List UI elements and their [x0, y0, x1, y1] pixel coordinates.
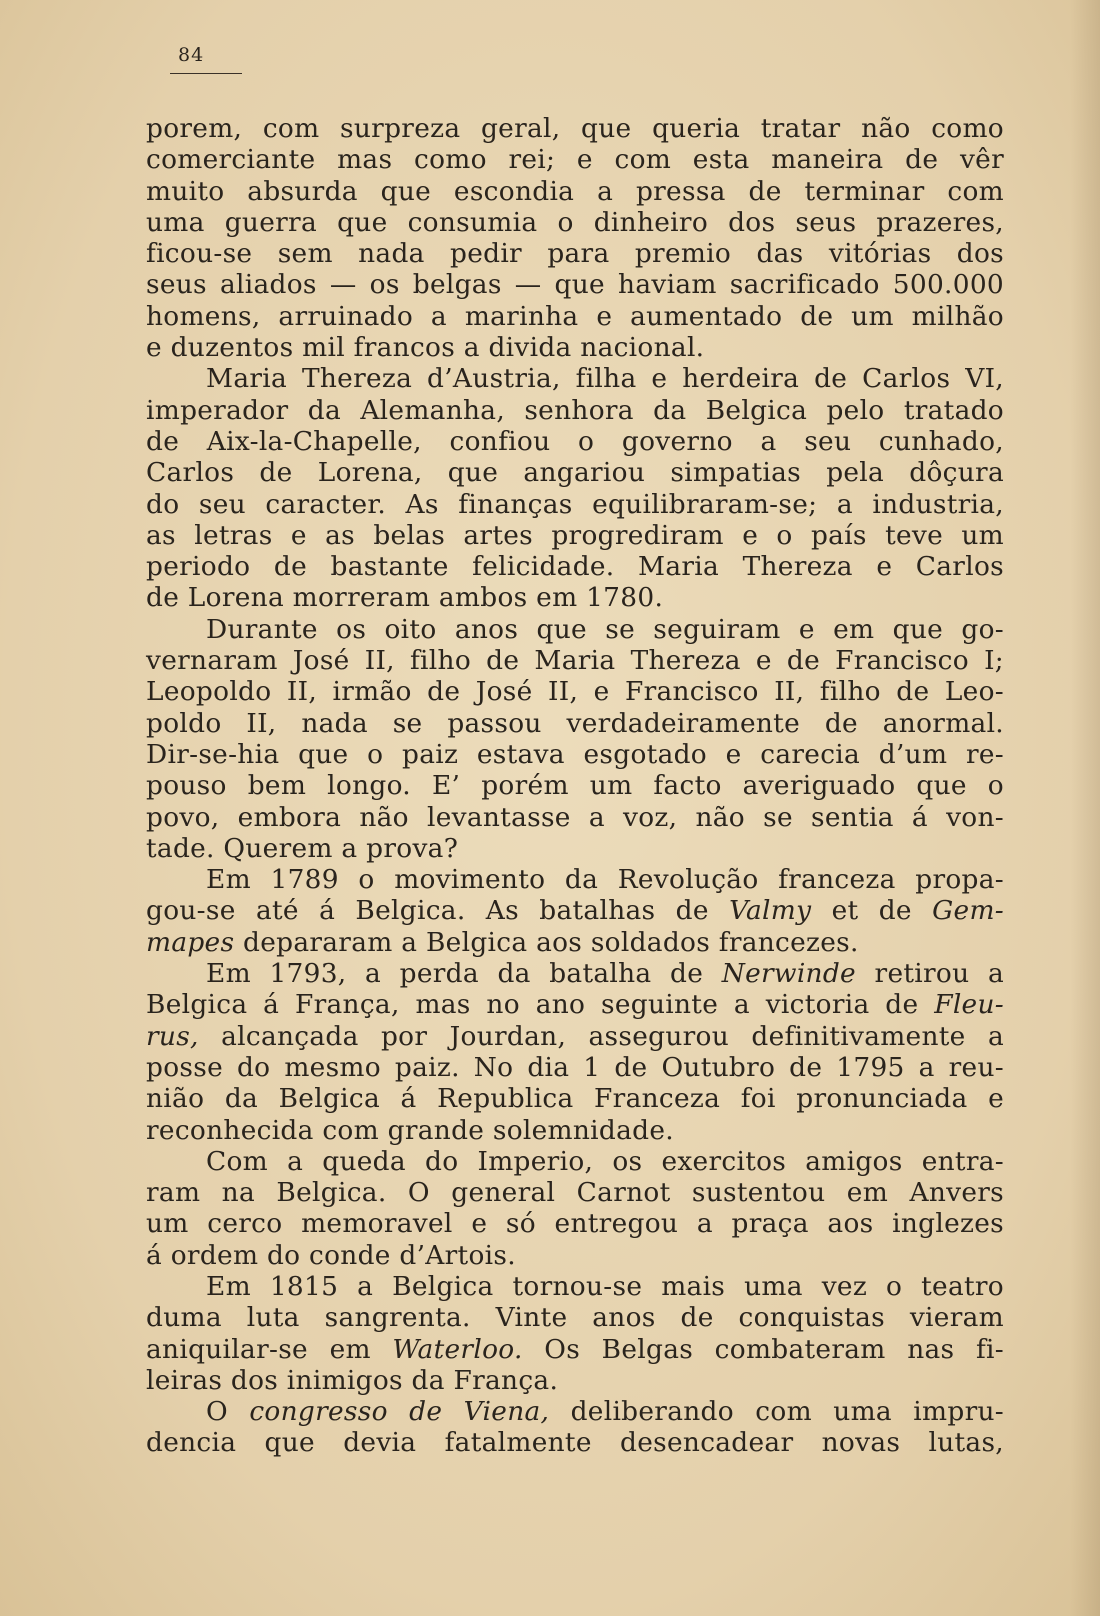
- text-line: aniquilar-se em Waterloo. Os Belgas combateram nas fi-: [146, 1333, 1004, 1365]
- page-edge-shadow: [1070, 0, 1100, 1616]
- text-line: muito absurda que escondia a pressa de terminar com: [146, 175, 1004, 207]
- text-line: seus aliados — os belgas — que haviam sacrificado 500.000: [146, 269, 1004, 301]
- text-line: reconhecida com grande solemnidade.: [146, 1114, 674, 1146]
- text-line: Em 1793, a perda da batalha de Nerwinde retirou a: [206, 958, 1004, 990]
- text-line: uma guerra que consumia o dinheiro dos seus prazeres,: [146, 206, 1004, 238]
- text-line: imperador da Alemanha, senhora da Belgica pelo tratado: [146, 394, 1004, 426]
- text-line: dencia que devia fatalmente desencadear novas lutas,: [146, 1427, 1004, 1459]
- page-number: 84: [178, 44, 205, 66]
- text-line: Em 1815 a Belgica tornou-se mais uma vez o teatro: [206, 1270, 1004, 1302]
- text-line: comerciante mas como rei; e com esta maneira de vêr: [146, 144, 1004, 176]
- text-line: vernaram José II, filho de Maria Thereza e de Francisco I;: [146, 645, 1004, 677]
- text-line: Maria Thereza d’Austria, filha e herdeira de Carlos VI,: [206, 363, 1004, 395]
- text-line: ram na Belgica. O general Carnot sustentou em Anvers: [146, 1177, 1004, 1209]
- text-line: Dir-se-hia que o paiz estava esgotado e carecia d’um re-: [146, 738, 1004, 770]
- text-line: pouso bem longo. E’ porém um facto averiguado que o: [146, 770, 1004, 802]
- text-line: povo, embora não levantasse a voz, não se sentia á von-: [146, 801, 1004, 833]
- text-line: Durante os oito anos que se seguiram e em que go-: [206, 613, 1004, 645]
- text-line: de Aix-la-Chapelle, confiou o governo a seu cunhado,: [146, 425, 1004, 457]
- text-line: Leopoldo II, irmão de José II, e Francisco II, filho de Leo-: [146, 676, 1004, 708]
- text-line: de Lorena morreram ambos em 1780.: [146, 582, 664, 614]
- body-text: [146, 113, 1004, 1459]
- text-line: as letras e as belas artes progrediram e o país teve um: [146, 519, 1004, 551]
- text-line: Belgica á França, mas no ano seguinte a victoria de Fleu-: [146, 989, 1004, 1021]
- text-line: nião da Belgica á Republica Franceza foi pronunciada e: [146, 1083, 1004, 1115]
- text-line: duma luta sangrenta. Vinte anos de conquistas vieram: [146, 1302, 1004, 1334]
- header-rule: [170, 73, 242, 74]
- text-line: rus, alcançada por Jourdan, assegurou definitivamente a: [146, 1020, 1004, 1052]
- text-line: periodo de bastante felicidade. Maria Thereza e Carlos: [146, 551, 1004, 583]
- text-line: leiras dos inimigos da França.: [146, 1364, 559, 1396]
- text-line: Carlos de Lorena, que angariou simpatias pela dôçura: [146, 457, 1004, 489]
- text-line: posse do mesmo paiz. No dia 1 de Outubro de 1795 a reu-: [146, 1051, 1004, 1083]
- text-line: porem, com surpreza geral, que queria tratar não como: [146, 113, 1004, 144]
- text-line: poldo II, nada se passou verdadeiramente de anormal.: [146, 707, 1004, 739]
- text-line: á ordem do conde d’Artois.: [146, 1239, 516, 1271]
- text-line: ficou-se sem nada pedir para premio das vitórias dos: [146, 238, 1004, 270]
- text-line: gou-se até á Belgica. As batalhas de Valmy et de Gem-: [146, 895, 1004, 927]
- text-line: mapes depararam a Belgica aos soldados francezes.: [146, 926, 859, 958]
- text-line: um cerco memoravel e só entregou a praça aos inglezes: [146, 1208, 1004, 1240]
- text-line: homens, arruinado a marinha e aumentado de um milhão: [146, 300, 1004, 332]
- text-line: Em 1789 o movimento da Revolução franceza propa-: [206, 864, 1004, 896]
- text-line: e duzentos mil francos a divida nacional.: [146, 332, 705, 364]
- text-line: do seu caracter. As finanças equilibraram-se; a industria,: [146, 488, 1004, 520]
- text-line: O congresso de Viena, deliberando com uma impru-: [206, 1396, 1004, 1428]
- text-line: Com a queda do Imperio, os exercitos amigos entra-: [206, 1145, 1004, 1177]
- text-line: tade. Querem a prova?: [146, 832, 459, 864]
